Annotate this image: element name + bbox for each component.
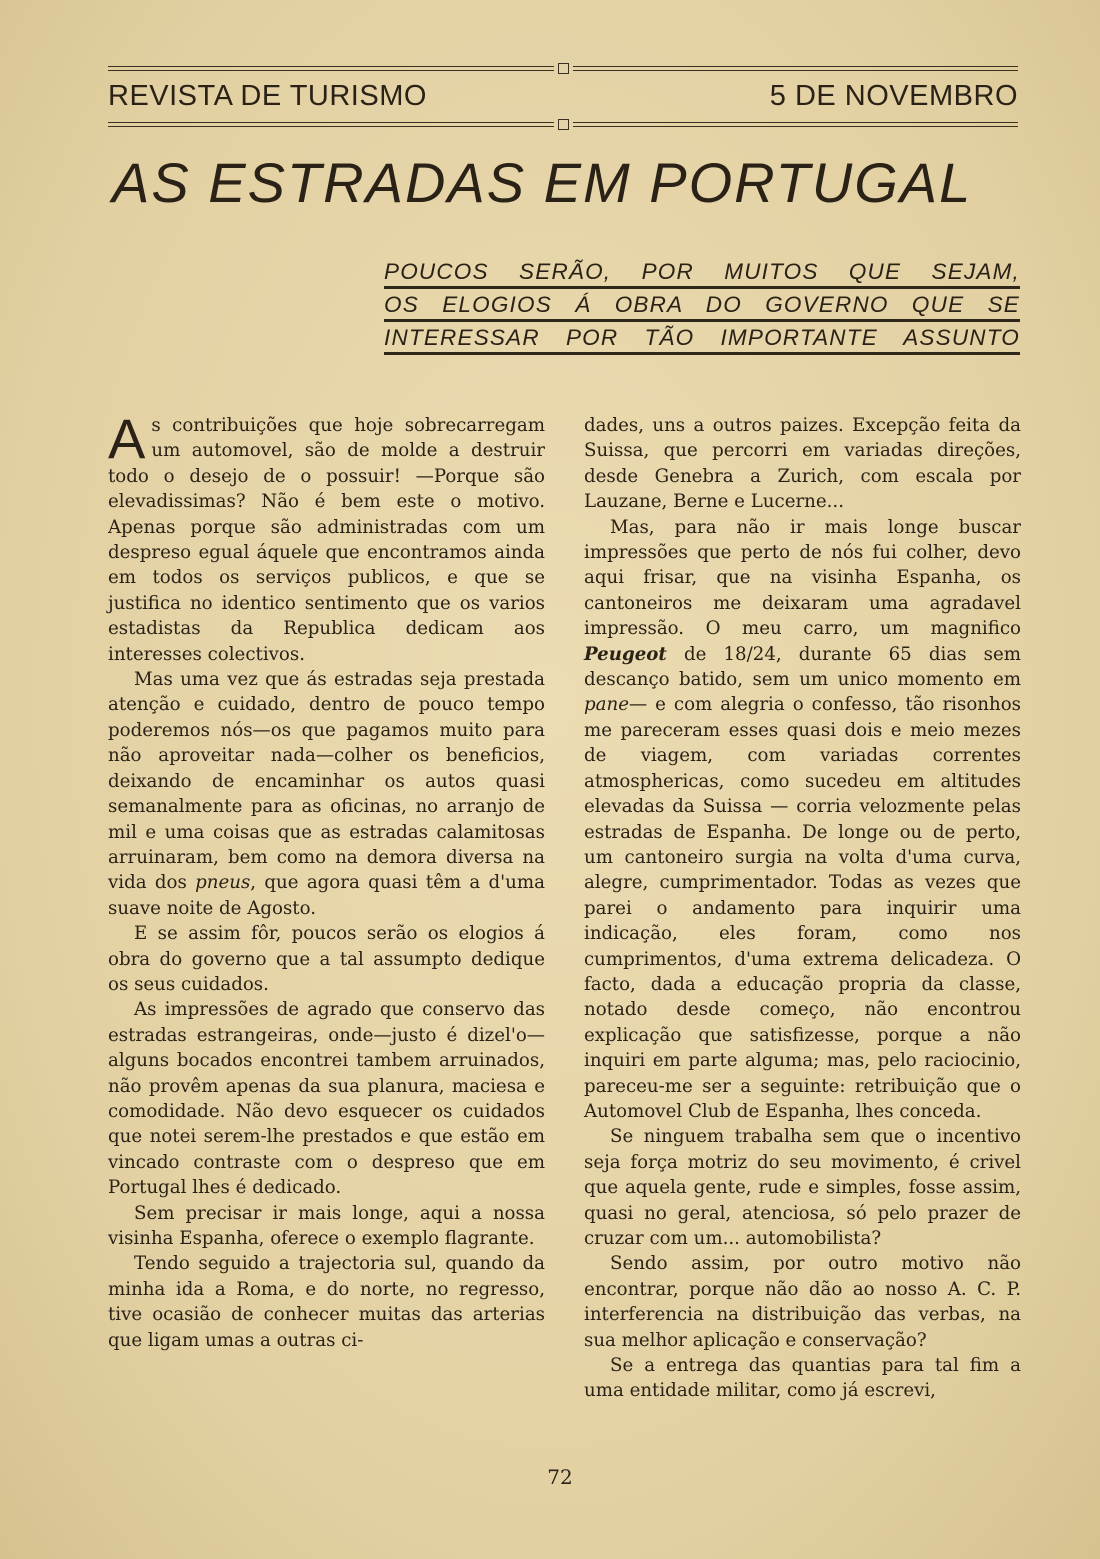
text-column-right [584, 413, 1021, 1404]
subtitle-line: OS ELOGIOS Á OBRA DO GOVERNO QUE SE [384, 289, 1020, 322]
paragraph: Tendo seguido a trajectoria sul, quando da minha ida a Roma, e do norte, no regresso, tive ocasião de conhecer muitas das arterias que ligam umas a outras ci- [108, 1253, 545, 1351]
paragraph: Sem precisar ir mais longe, aqui a nossa visinha Espanha, oferece o exemplo flagrante. [108, 1202, 545, 1249]
publication-name: REVISTA DE TURISMO [108, 79, 427, 112]
drop-cap: A [108, 407, 146, 470]
rule-ornament [558, 119, 569, 130]
paragraph: E se assim fôr, poucos serão os elogios á obra do governo que a tal assumpto dedique os seus cuidados. [108, 923, 545, 995]
brand-name: Peugeot [584, 643, 667, 665]
subtitle-line: INTERESSAR POR TÃO IMPORTANTE ASSUNTO [384, 322, 1020, 355]
emphasis-text: pane [584, 694, 629, 716]
emphasis-text: pneus [195, 872, 251, 894]
article-title: AS ESTRADAS EM PORTUGAL [112, 151, 973, 214]
paragraph [584, 515, 1021, 1125]
page-number: 72 [547, 1465, 573, 1489]
paragraph-text: Mas, para não ir mais longe buscar impressões que perto de nós fui colher, devo aqui frisar, que na visinha Espanha, os cantoneiros me deixaram uma agradavel impressão. O meu carro, um magnifico [584, 516, 1021, 640]
text-column-left [108, 407, 545, 1353]
paragraph: Sendo assim, por outro motivo não encontrar, porque não dão ao nosso A. C. P. interferencia na distribuição das verbas, na sua melhor aplicação e conservação? [584, 1253, 1021, 1351]
paragraph-text: — e com alegria o confesso, tão risonhos me pareceram esses quasi dois e meio mezes de viagem, com variadas correntes atmosphericas, como sucedeu em altitudes elevadas da Suissa — corria velozmente pelas estradas de Espanha. De longe ou de perto, um cantoneiro surgia na volta d'uma curva, alegre, cumprimentador. Todas as vezes que parei o andamento para inquirir uma indicação, eles foram, como nos cumprimentos, d'uma extrema delicadeza. O facto, dada a educação propria da classe, notado desde começo, não encontrou explicação que satisfizesse, porque a não inquiri em parte alguma; mas, pelo raciocinio, pareceu-me ser a seguinte: retribuição que o Automovel Club de Espanha, lhes conceda. [584, 694, 1021, 1122]
paragraph: As impressões de agrado que conservo das estradas estrangeiras, onde—justo é dizel'o—alguns bocados encontrei tambem arruinados, não provêm apenas da sua planura, maciesa e comodidade. Não devo esquecer os cuidados que notei serem-lhe prestados e que estão em vincado contraste com o despreso que em Portugal lhes é dedicado. [108, 999, 545, 1199]
paragraph: Se a entrega das quantias para tal fim a uma entidade militar, como já escrevi, [584, 1355, 1021, 1402]
paragraph: dades, uns a outros paizes. Excepção feita da Suissa, que percorri em variadas direções, desde Genebra a Zurich, com escala por Lauzane, Berne e Lucerne... [584, 415, 1021, 513]
header-top-rule [108, 63, 1018, 73]
paragraph-text: de 18/24, durante 65 dias sem descanço batido, sem um unico momento em [584, 643, 1021, 691]
paragraph-text: Mas uma vez que ás estradas seja prestada atenção e cuidado, dentro de pouco tempo poderemos nós—os que pagamos muito para não aproveitar nada—colher os beneficios, deixando de encaminhar os autos quasi semanalmente para as oficinas, no arranjo de mil e uma coisas que as estradas calamitosas arruinaram, bem como na demora diversa na vida dos [108, 669, 545, 894]
paragraph [108, 667, 545, 921]
paragraph-text: s contribuições que hoje sobrecarregam um automovel, são de molde a destruir todo o desejo de o possuir! —Porque são elevadissimas? Não é bem este o motivo. Apenas porque são administradas com um despreso egual áquele que encontramos ainda em todos os serviços publicos, e que se justifica no identico sentimento que os varios estadistas da Republica dedicam aos interesses colectivos. [108, 415, 545, 665]
subtitle-line: POUCOS SERÃO, POR MUITOS QUE SEJAM, [384, 256, 1020, 289]
paragraph: Se ninguem trabalha sem que o incentivo seja força motriz do seu movimento, é crivel que aquela gente, rude e simples, fosse assim, quasi no geral, atenciosa, só pelo prazer de cruzar com um... automobilista? [584, 1126, 1021, 1249]
paragraph-text: , que agora quasi têm a d'uma suave noite de Agosto. [108, 872, 545, 919]
rule-ornament [558, 63, 569, 74]
running-header [108, 76, 1018, 116]
header-bottom-rule [108, 119, 1018, 129]
article-subtitle [384, 256, 1020, 355]
paragraph [108, 407, 545, 667]
issue-date: 5 DE NOVEMBRO [769, 79, 1018, 112]
